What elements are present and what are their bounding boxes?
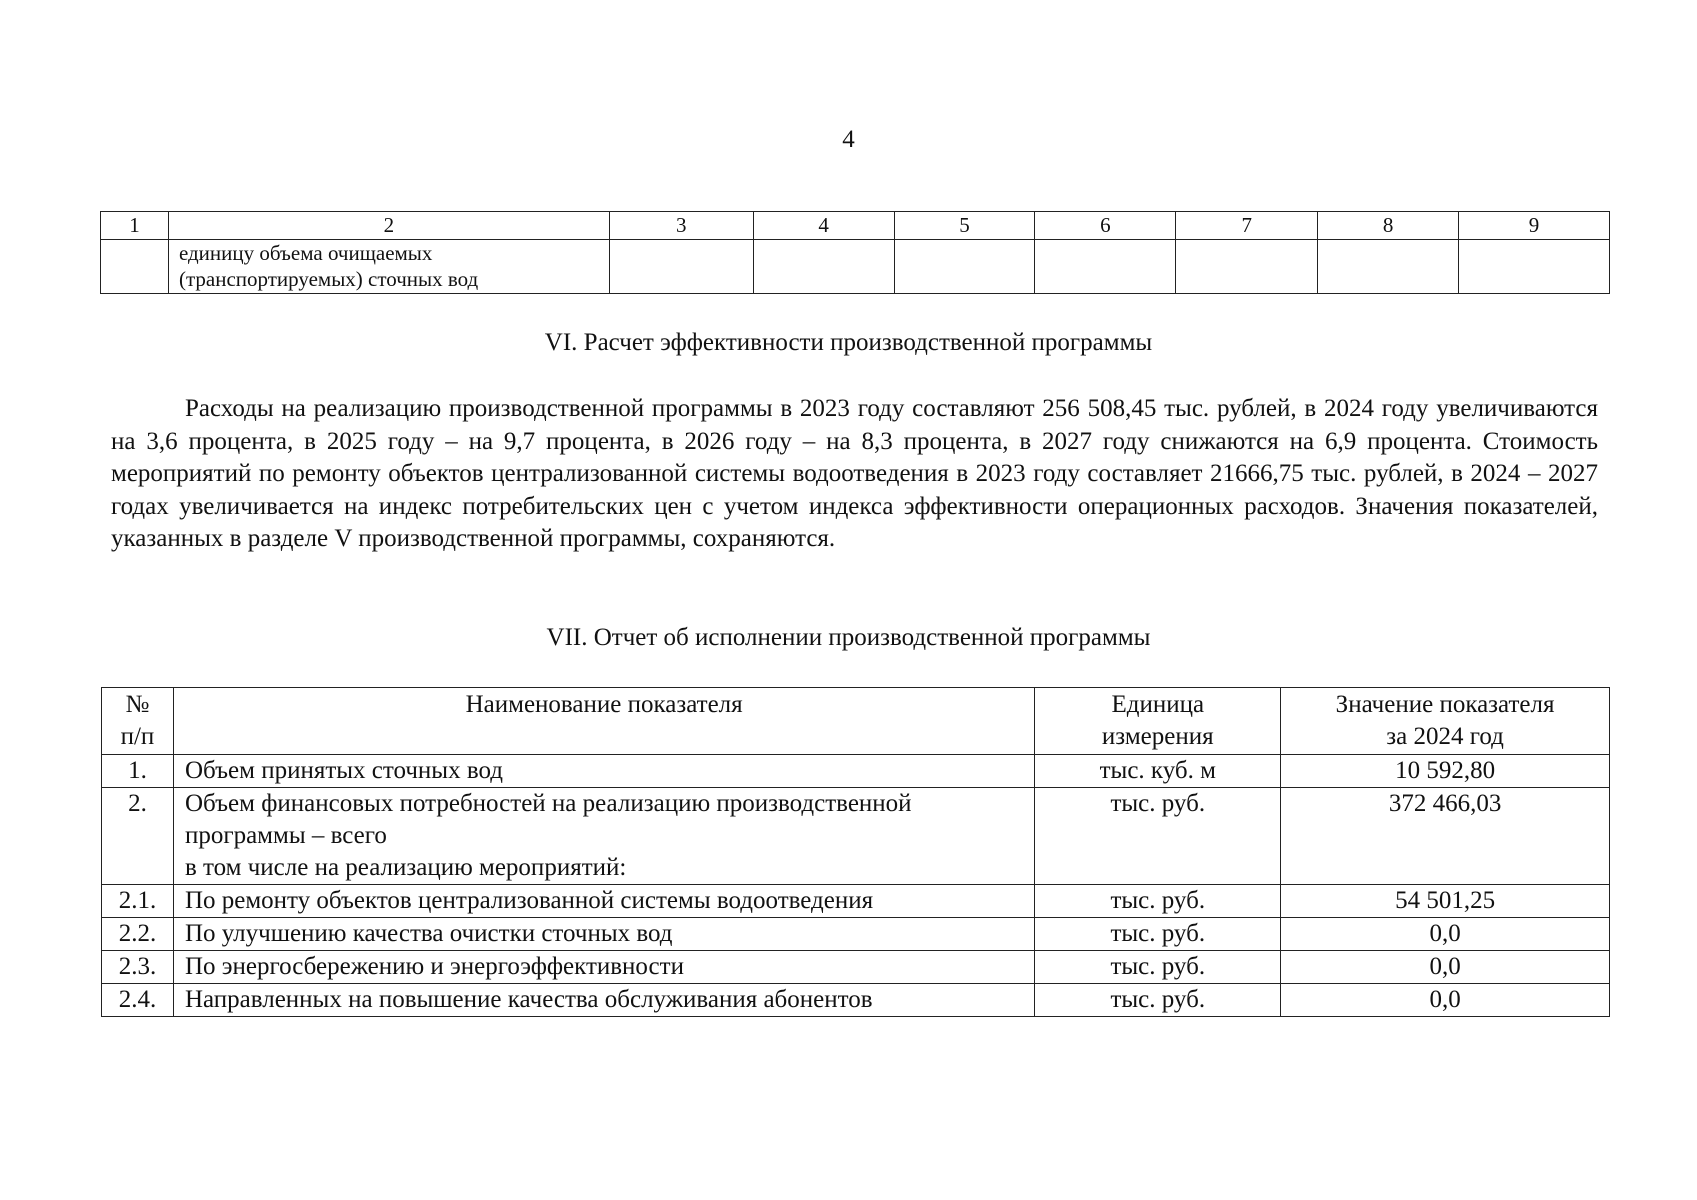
empty-cell <box>609 240 753 294</box>
row-number: 2. <box>102 788 174 885</box>
table-row <box>102 918 1610 951</box>
row-value: 0,0 <box>1281 984 1610 1017</box>
empty-cell <box>1035 240 1176 294</box>
table-row <box>102 755 1610 788</box>
row-name: Направленных на повышение качества обслуживания абонентов <box>173 984 1034 1017</box>
row-number: 2.3. <box>102 951 174 984</box>
row-value: 0,0 <box>1281 951 1610 984</box>
row-unit: тыс. руб. <box>1035 918 1281 951</box>
row-value: 372 466,03 <box>1281 788 1610 885</box>
row-number: 2.1. <box>102 885 174 918</box>
empty-cell <box>1176 240 1318 294</box>
row-name-line: программы – всего <box>184 822 387 849</box>
header-text: измерения <box>1101 723 1214 750</box>
row-unit: тыс. руб. <box>1035 984 1281 1017</box>
header-text: Значение показателя <box>1335 691 1555 718</box>
empty-cell <box>101 240 169 294</box>
row-name-line: Объем финансовых потребностей на реализацию производственной <box>184 790 912 817</box>
header-text: п/п <box>120 723 155 750</box>
continuation-text <box>168 240 609 294</box>
header-number <box>102 688 174 755</box>
header-value <box>1281 688 1610 755</box>
row-name: По ремонту объектов централизованной системы водоотведения <box>173 885 1034 918</box>
row-unit: тыс. руб. <box>1035 885 1281 918</box>
section-heading: VI. Расчет эффективности производственной программы <box>544 329 1153 356</box>
column-number: 2 <box>168 212 609 240</box>
row-value: 0,0 <box>1281 918 1610 951</box>
table-row <box>102 788 1610 885</box>
row-value: 10 592,80 <box>1281 755 1610 788</box>
row-name <box>173 788 1034 885</box>
row-number: 2.4. <box>102 984 174 1017</box>
table-row <box>102 885 1610 918</box>
column-number: 6 <box>1035 212 1176 240</box>
column-number: 3 <box>609 212 753 240</box>
header-text: за 2024 год <box>1386 723 1504 750</box>
row-value: 54 501,25 <box>1281 885 1610 918</box>
row-name-line: в том числе на реализацию мероприятий: <box>184 854 627 881</box>
column-number-row <box>101 212 1610 240</box>
column-number: 1 <box>101 212 169 240</box>
continued-table <box>100 211 1610 294</box>
empty-cell <box>1318 240 1459 294</box>
header-unit <box>1035 688 1281 755</box>
page-number: 4 <box>842 126 855 153</box>
column-number: 7 <box>1176 212 1318 240</box>
header-text: Единица <box>1111 691 1205 718</box>
table-header-row <box>102 688 1610 755</box>
row-unit: тыс. руб. <box>1035 951 1281 984</box>
row-name: По энергосбережению и энергоэффективности <box>173 951 1034 984</box>
row-unit: тыс. куб. м <box>1035 755 1281 788</box>
empty-cell <box>894 240 1035 294</box>
row-name: По улучшению качества очистки сточных вод <box>173 918 1034 951</box>
empty-cell <box>1459 240 1610 294</box>
row-name: Объем принятых сточных вод <box>173 755 1034 788</box>
section-heading: VII. Отчет об исполнении производственной программы <box>546 624 1151 651</box>
continuation-row <box>101 240 1610 294</box>
column-number: 9 <box>1459 212 1610 240</box>
row-number: 2.2. <box>102 918 174 951</box>
column-number: 8 <box>1318 212 1459 240</box>
column-number: 5 <box>894 212 1035 240</box>
body-paragraph: Расходы на реализацию производственной программы в 2023 году составляют 256 508,45 тыс. рублей, в 2024 году увеличиваются на 3,6 процента, в 2025 году – на 9,7 процента, в 2026 году – на 8,3 процента, в 2027 году снижаются на 6,9 процента. Стоимость мероприятий по ремонту объектов централизованной системы водоотведения в 2023 году составляет 21666,75 тыс. рублей, в 2024 – 2027 годах увеличивается на индекс потребительских цен с учетом индекса эффективности операционных расходов. Значения показателей, указанных в разделе V производственной программы, сохраняются. <box>111 395 1598 552</box>
header-text: № <box>125 691 150 718</box>
row-number: 1. <box>102 755 174 788</box>
empty-cell <box>753 240 894 294</box>
row-unit: тыс. руб. <box>1035 788 1281 885</box>
report-table <box>101 687 1610 1017</box>
table-row <box>102 984 1610 1017</box>
table-row <box>102 951 1610 984</box>
header-name: Наименование показателя <box>173 688 1034 755</box>
column-number: 4 <box>753 212 894 240</box>
continuation-line: (транспортируемых) сточных вод <box>178 267 479 291</box>
continuation-line: единицу объема очищаемых <box>178 241 433 265</box>
